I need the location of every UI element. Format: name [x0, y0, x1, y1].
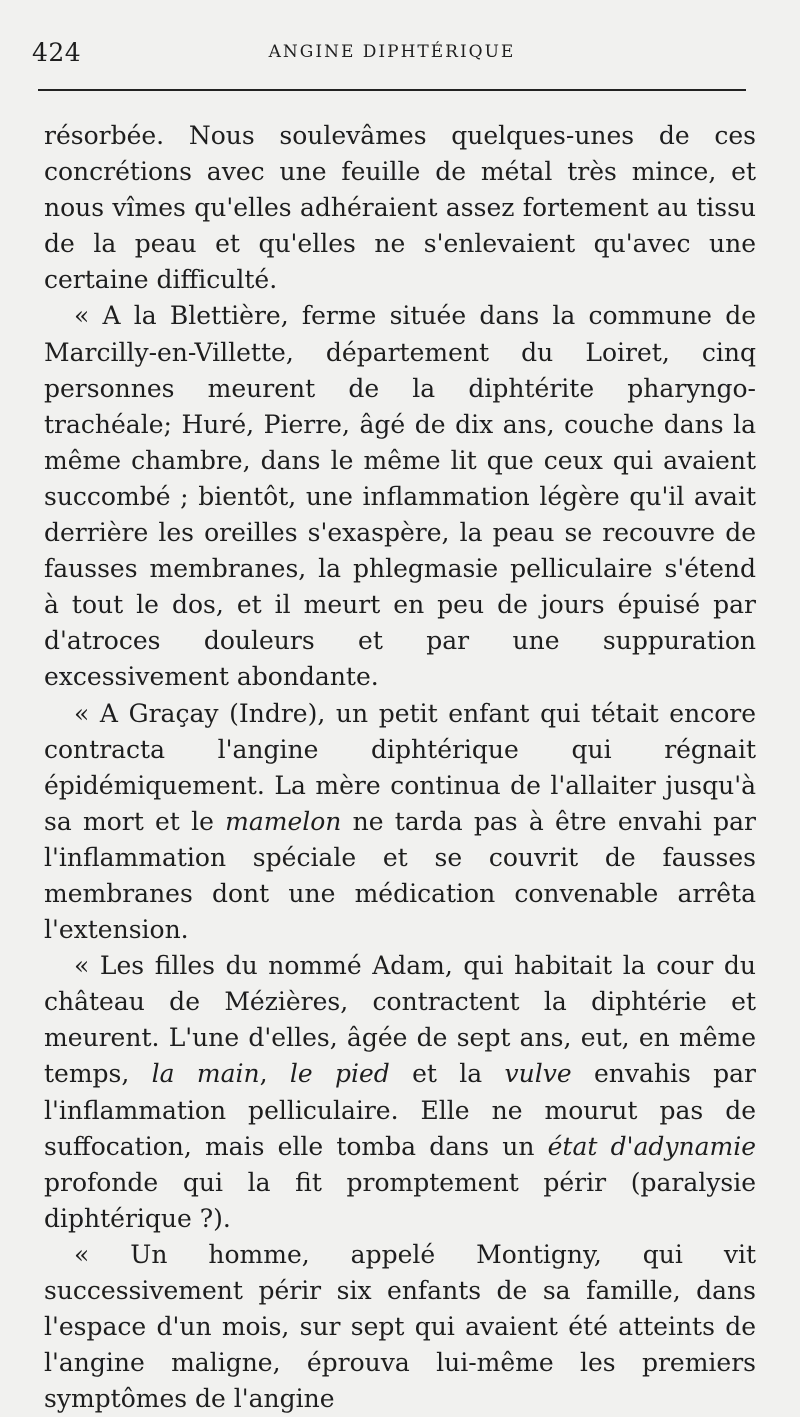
italic-term: le pied: [289, 1059, 390, 1089]
paragraph-text: ne tarda pas à être envahi par l'inflammation spéciale et se couvrit de fausses membranes dont une médication convenable arrêta l'extension.: [44, 806, 756, 945]
paragraph-text: ,: [259, 1059, 290, 1089]
paragraph-text: et la: [389, 1059, 505, 1089]
paragraph-text: « Les filles du nommé Adam, qui habitait la cour du château de Mézières, contractent la diphtérie et meurent. L'une d'elles, âgée de sept ans, eut, en même temps,: [44, 951, 756, 1089]
header-rule: [38, 89, 746, 91]
italic-term: état d'adynamie: [547, 1131, 756, 1161]
paragraph-2: [44, 298, 756, 695]
italic-term: mamelon: [225, 806, 342, 836]
page-header: [32, 32, 752, 72]
paragraph-5: [44, 1237, 756, 1417]
italic-term: vulve: [504, 1059, 572, 1089]
paragraph-text: « A la Blettière, ferme située dans la commune de Marcilly-en-Villette, département du Loiret, cinq personnes meurent de la diphtérite pharyngo-trachéale; Huré, Pierre, âgé de dix ans, couche dans la même chambre, dans le même lit que ceux qui avaient succombé ; bientôt, une inflammation légère qu'il avait derrière les oreilles s'exaspère, la peau se recouvre de fausses membranes, la phlegmasie pelliculaire s'étend à tout le dos, et il meurt en peu de jours épuisé par d'atroces douleurs et par une suppuration excessivement abondante.: [44, 301, 756, 692]
paragraph-1: [44, 118, 756, 298]
page-number: 424: [32, 38, 82, 67]
paragraph-3: [44, 696, 756, 949]
paragraph-text: résorbée. Nous soulevâmes quelques-unes de ces concrétions avec une feuille de métal très mince, et nous vîmes qu'elles adhéraient assez fortement au tissu de la peau et qu'elles ne s'enlevaient qu'avec une certaine difficulté.: [44, 121, 756, 295]
body-text: [44, 118, 756, 1417]
paragraph-text: profonde qui la fit promptement périr (paralysie diphtérique ?).: [44, 1167, 756, 1233]
paragraph-4: [44, 948, 756, 1237]
running-title: ANGINE DIPHTÉRIQUE: [268, 42, 516, 62]
italic-term: la main: [151, 1059, 260, 1089]
paragraph-text: envahis par l'inflammation pelliculaire. Elle ne mourut pas de suffocation, mais elle tomba dans un: [44, 1059, 756, 1161]
paragraph-text: « Un homme, appelé Montigny, qui vit successivement périr six enfants de sa famille, dans l'espace d'un mois, sur sept qui avaient été atteints de l'angine maligne, éprouva lui-même les premiers symptômes de l'angine: [44, 1239, 756, 1414]
paragraph-text: « A Graçay (Indre), un petit enfant qui tétait encore contracta l'angine diphtérique qui régnait épidémiquement. La mère continua de l'allaiter jusqu'à sa mort et le: [44, 698, 756, 836]
